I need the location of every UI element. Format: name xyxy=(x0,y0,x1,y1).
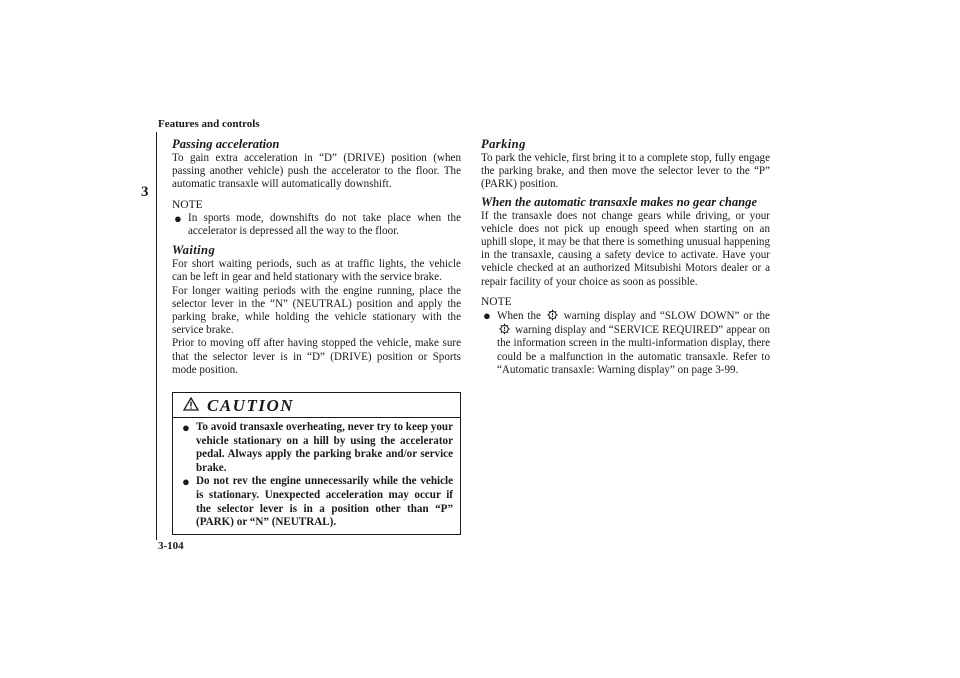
caution-item-text: To avoid transaxle overheating, never try to keep your vehicle stationary on a hill by using the accelerator pedal. Always apply the parking brake and/or service brake. xyxy=(196,421,453,474)
warning-triangle-icon xyxy=(183,397,199,415)
note-item xyxy=(481,309,770,377)
waiting-heading: Waiting xyxy=(172,243,216,258)
note-label: NOTE xyxy=(481,295,512,308)
waiting-paragraph-1: For short waiting periods, such as at traffic lights, the vehicle can be left in gear and held stationary with the service brake. xyxy=(172,258,461,284)
caution-header xyxy=(173,395,460,418)
caution-box xyxy=(172,392,461,535)
no-gear-change-body: If the transaxle does not change gears while driving, or your vehicle does not pick up enough speed when starting on an uphill slope, it may be that there is something unusual happening in the transaxle, causing a safety device to activate. Have your vehicle checked at an authorized Mitsubishi Motors dealer or a repair facility of your choice as soon as possible. xyxy=(481,209,770,288)
note-text-part-2: warning display and “SLOW DOWN” or the xyxy=(563,310,770,323)
note-text-part-3: warning display and “SERVICE REQUIRED” appear on the information screen in the multi-information display, there could be a malfunction in the automatic transaxle. Refer to “Automatic transaxle: Warning display” on page 3-99. xyxy=(497,324,770,376)
caution-item xyxy=(180,421,453,475)
bullet-icon: ● xyxy=(174,210,182,226)
caution-title: CAUTION xyxy=(207,396,295,416)
bullet-icon: ● xyxy=(483,308,491,324)
chapter-tab: 3 xyxy=(141,184,149,200)
page-number: 3-104 xyxy=(158,540,184,552)
waiting-paragraph-2: For longer waiting periods with the engine running, place the selector lever in the “N” (NEUTRAL) position and apply the parking brake, while holding the vehicle stationary with the service brake. xyxy=(172,284,461,337)
passing-acceleration-heading: Passing acceleration xyxy=(172,137,280,151)
right-column xyxy=(481,137,770,377)
waiting-paragraph-3: Prior to moving off after having stopped the vehicle, make sure that the selector lever is in “D” (DRIVE) position or Sports mode position. xyxy=(172,337,461,376)
section-header: Features and controls xyxy=(158,118,260,130)
gear-warning-icon xyxy=(546,309,559,321)
margin-rule xyxy=(156,132,157,540)
note-text-part-1: When the xyxy=(497,310,541,323)
parking-heading: Parking xyxy=(481,137,526,151)
note-item-text: In sports mode, downshifts do not take place when the accelerator is depressed all the way to the floor. xyxy=(188,211,461,238)
bullet-icon: ● xyxy=(182,420,190,436)
no-gear-change-heading: When the automatic transaxle makes no gear change xyxy=(481,194,758,209)
left-column xyxy=(172,137,461,535)
bullet-icon: ● xyxy=(182,474,190,490)
parking-body: To park the vehicle, first bring it to a complete stop, fully engage the parking brake, and then move the selector lever to the “P” (PARK) position. xyxy=(481,152,770,191)
passing-acceleration-body: To gain extra acceleration in “D” (DRIVE) position (when passing another vehicle) push the accelerator to the floor. The automatic transaxle will automatically downshift. xyxy=(172,152,461,191)
note-item xyxy=(172,212,461,238)
gear-warning-icon xyxy=(498,323,511,335)
note-label: NOTE xyxy=(172,198,203,211)
caution-item-text: Do not rev the engine unnecessarily while the vehicle is stationary. Unexpected acceleration may occur if the selector lever is in a position other than “P” (PARK) or “N” (NEUTRAL). xyxy=(196,475,453,529)
caution-item xyxy=(180,475,453,529)
